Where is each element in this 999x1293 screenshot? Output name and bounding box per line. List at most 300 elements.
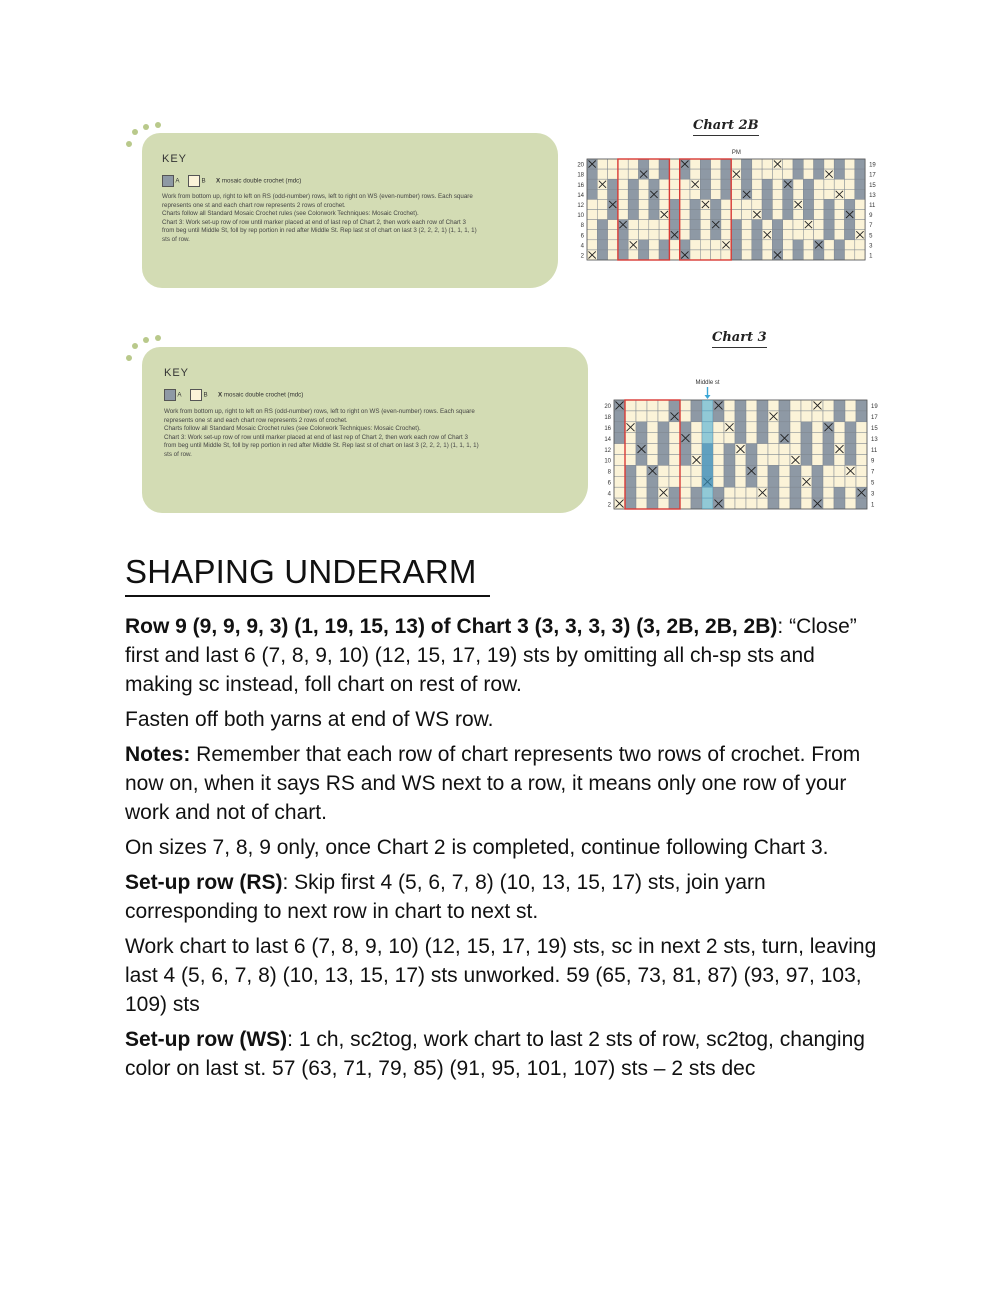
chart-cell: [639, 179, 649, 189]
paragraph-text: On sizes 7, 8, 9 only, once Chart 2 is completed, continue following Chart 3.: [125, 836, 829, 859]
chart-cell: [691, 444, 702, 455]
chart-cell: [669, 189, 679, 199]
chart-cell: [783, 250, 793, 260]
chart-cell: [779, 455, 790, 466]
heading-underline: [125, 595, 490, 597]
chart-cell: [752, 179, 762, 189]
chart-cell: [711, 169, 721, 179]
chart-cell: [742, 159, 752, 169]
chart-cell: [639, 189, 649, 199]
chart-cell: [659, 169, 669, 179]
chart-cell: [669, 455, 680, 466]
chart-cell: [772, 179, 782, 189]
chart-cell: [845, 433, 856, 444]
chart-cell: [812, 487, 823, 498]
chart-cell: [614, 455, 625, 466]
chart-cell: [628, 230, 638, 240]
chart-cell: [597, 189, 607, 199]
chart-cell: [834, 220, 844, 230]
chart-cell: [636, 422, 647, 433]
chart-cell: [669, 220, 679, 230]
chart-cell: [669, 179, 679, 189]
chart-cell: [801, 487, 812, 498]
chart-cell: [803, 230, 813, 240]
row-number: 6: [580, 233, 584, 240]
chart-cell: [772, 210, 782, 220]
chart-cell: [618, 169, 628, 179]
chart-cell: [845, 400, 856, 411]
chart-cell: [636, 476, 647, 487]
chart-cell: [618, 210, 628, 220]
middle-arrow-head: [705, 395, 711, 399]
color-b-swatch: [190, 389, 202, 401]
chart-cell: [618, 189, 628, 199]
chart-cell: [636, 487, 647, 498]
chart-cell: [597, 240, 607, 250]
chart-cell: [824, 230, 834, 240]
chart-cell: [793, 169, 803, 179]
chart-cell: [700, 179, 710, 189]
chart-cell: [724, 476, 735, 487]
x-symbol: X: [216, 177, 221, 185]
paragraph: [125, 833, 885, 862]
chart-3-title: [712, 330, 767, 345]
chart-cell: [731, 199, 741, 209]
chart-cell: [711, 199, 721, 209]
chart-cell: [614, 444, 625, 455]
chart-cell: [768, 400, 779, 411]
chart-cell: [713, 411, 724, 422]
chart-cell: [724, 498, 735, 509]
chart-cell: [628, 250, 638, 260]
chart-cell: [649, 250, 659, 260]
chart-cell: [608, 220, 618, 230]
chart-cell: [834, 210, 844, 220]
chart-cell: [814, 220, 824, 230]
chart-cell: [855, 199, 865, 209]
chart-cell: [690, 250, 700, 260]
chart-cell: [735, 476, 746, 487]
paragraph-bold: Row 9 (9, 9, 9, 3) (1, 19, 15, 13) of Chart 3 (3, 3, 3, 3) (3, 2B, 2B, 2B): [125, 615, 778, 638]
chart-cell: [752, 220, 762, 230]
chart-cell: [845, 411, 856, 422]
paragraph: [125, 705, 885, 734]
chart-cell: [783, 189, 793, 199]
chart-cell: [614, 476, 625, 487]
chart-cell: [731, 179, 741, 189]
chart-cell: [855, 250, 865, 260]
chart-cell: [587, 240, 597, 250]
chart-cell: [823, 465, 834, 476]
chart-cell: [814, 159, 824, 169]
chart-cell: [824, 220, 834, 230]
chart-cell: [649, 240, 659, 250]
chart-cell: [587, 199, 597, 209]
chart-cell: [768, 444, 779, 455]
chart-cell: [649, 199, 659, 209]
chart-cell: [680, 220, 690, 230]
chart-cell: [757, 498, 768, 509]
chart-cell: [845, 189, 855, 199]
row-number: 19: [869, 162, 876, 169]
chart-cell: [801, 433, 812, 444]
chart-cell: [659, 220, 669, 230]
chart-cell: [669, 250, 679, 260]
chart-cell: [855, 210, 865, 220]
chart-cell: [824, 189, 834, 199]
chart-cell: [608, 169, 618, 179]
paragraph-text: Remember that each row of chart represents two rows of crochet. From now on, when it says RS and WS next to a row, it means only one row of your work and not of chart.: [125, 743, 861, 824]
chart-cell: [735, 411, 746, 422]
chart-cell: [647, 455, 658, 466]
chart-cell: [762, 250, 772, 260]
chart-cell: [597, 159, 607, 169]
row-number: 10: [577, 213, 584, 220]
chart-cell: [659, 240, 669, 250]
chart-cell: [618, 199, 628, 209]
chart-cell: [639, 250, 649, 260]
chart-cell: [636, 433, 647, 444]
chart-cell: [783, 240, 793, 250]
chart-cell: [757, 455, 768, 466]
row-number: 18: [604, 415, 611, 422]
paragraph-bold: Notes:: [125, 743, 191, 766]
chart-cell: [669, 169, 679, 179]
chart-cell: [614, 422, 625, 433]
chart-cell: [731, 210, 741, 220]
chart-cell: [721, 169, 731, 179]
chart-cell: [783, 230, 793, 240]
chart-cell: [614, 487, 625, 498]
chart-cell: [752, 199, 762, 209]
chart-cell: [647, 400, 658, 411]
chart-cell: [772, 220, 782, 230]
chart-cell: [658, 476, 669, 487]
row-number: 19: [871, 404, 878, 411]
chart-cell: [659, 159, 669, 169]
chart-3: [590, 365, 890, 515]
chart-cell: [793, 159, 803, 169]
chart-cell: [762, 220, 772, 230]
chart-cell: [845, 487, 856, 498]
chart-cell: [793, 189, 803, 199]
chart-cell: [659, 199, 669, 209]
chart-cell: [735, 498, 746, 509]
chart-cell: [597, 210, 607, 220]
chart-cell: [690, 210, 700, 220]
chart-cell: [834, 230, 844, 240]
chart-cell: [845, 476, 856, 487]
chart-cell: [772, 199, 782, 209]
chart-cell: [845, 220, 855, 230]
chart-cell: [659, 250, 669, 260]
chart-cell: [772, 189, 782, 199]
chart-cell: [690, 230, 700, 240]
chart-cell: [649, 159, 659, 169]
chart-cell: [793, 240, 803, 250]
chart-cell: [680, 444, 691, 455]
chart-cell: [768, 465, 779, 476]
row-number: 20: [577, 162, 584, 169]
chart-cell: [768, 476, 779, 487]
paragraph: [125, 1025, 885, 1083]
chart-cell: [793, 250, 803, 260]
chart-cell: [783, 169, 793, 179]
key-legend: [164, 389, 303, 401]
chart-cell: [649, 230, 659, 240]
chart-cell: [845, 179, 855, 189]
chart-cell: [618, 240, 628, 250]
chart-cell: [757, 476, 768, 487]
chart-cell: [783, 199, 793, 209]
chart-cell: [658, 455, 669, 466]
chart-3-title-text: Chart 3: [712, 330, 767, 345]
chart-cell: [803, 199, 813, 209]
chart-cell: [639, 210, 649, 220]
chart-cell: [680, 422, 691, 433]
chart-cell: [724, 455, 735, 466]
chart-cell: [824, 240, 834, 250]
chart-cell: [691, 487, 702, 498]
chart-cell: [834, 169, 844, 179]
chart-cell: [812, 411, 823, 422]
chart-cell: [779, 444, 790, 455]
chart-cell: [812, 444, 823, 455]
chart-cell: [752, 169, 762, 179]
chart-cell: [856, 433, 867, 444]
chart-cell: [680, 487, 691, 498]
chart-cell: [713, 465, 724, 476]
chart-cell: [724, 444, 735, 455]
row-number: 9: [869, 213, 873, 220]
chart-cell: [855, 179, 865, 189]
chart-cell: [746, 411, 757, 422]
chart-cell: [731, 250, 741, 260]
chart-cell: [713, 487, 724, 498]
legend-a-label: A: [177, 391, 182, 399]
row-number: 8: [580, 223, 584, 230]
chart-cell: [628, 169, 638, 179]
chart-cell: [724, 433, 735, 444]
chart-cell: [618, 230, 628, 240]
chart-cell: [790, 476, 801, 487]
chart-cell: [814, 189, 824, 199]
chart-cell: [690, 159, 700, 169]
chart-cell: [779, 465, 790, 476]
chart-cell: [855, 240, 865, 250]
paragraph-bold: Set-up row (RS): [125, 871, 283, 894]
chart-cell: [845, 455, 856, 466]
chart-cell: [659, 230, 669, 240]
chart-cell: [779, 411, 790, 422]
chart-cell: [658, 422, 669, 433]
chart-cell: [746, 400, 757, 411]
chart-cell: [669, 476, 680, 487]
chart-cell: [768, 487, 779, 498]
chart-cell: [691, 498, 702, 509]
chart-cell: [721, 159, 731, 169]
row-number: 2: [607, 502, 611, 509]
chart-cell: [790, 498, 801, 509]
chart-cell: [772, 240, 782, 250]
chart-cell: [772, 230, 782, 240]
key-text-line: Charts follow all Standard Mosaic Crochet rules (see Colorwork Techniques: Mosaic Crochet).: [164, 425, 421, 433]
chart-cell: [713, 455, 724, 466]
chart-cell: [735, 400, 746, 411]
chart-cell: [762, 159, 772, 169]
chart-cell: [757, 465, 768, 476]
chart-cell: [669, 487, 680, 498]
chart-cell: [801, 498, 812, 509]
chart-cell: [779, 422, 790, 433]
chart-cell: [700, 240, 710, 250]
chart-cell: [690, 189, 700, 199]
chart-cell: [793, 230, 803, 240]
chart-cell: [793, 179, 803, 189]
chart-cell: [746, 433, 757, 444]
chart-cell: [669, 210, 679, 220]
row-number: 4: [607, 491, 611, 498]
chart-cell: [625, 444, 636, 455]
chart-cell: [856, 400, 867, 411]
chart-cell: [669, 465, 680, 476]
chart-cell: [721, 230, 731, 240]
chart-cell: [856, 455, 867, 466]
chart-cell: [659, 179, 669, 189]
chart-cell: [639, 220, 649, 230]
chart-cell: [618, 250, 628, 260]
chart-cell: [812, 476, 823, 487]
chart-cell: [801, 465, 812, 476]
key-text-line: Work from bottom up, right to left on RS (odd-number) rows, left to right on WS (even-number) rows. Each square: [164, 408, 475, 415]
chart-cell: [597, 250, 607, 260]
paragraph: [125, 612, 885, 699]
chart-cell: [680, 240, 690, 250]
chart-cell: [845, 159, 855, 169]
chart-cell: [618, 179, 628, 189]
key-text-line: from beg until Middle St, foll by rep portion in red after Middle St. Rep last st of chart on last 3 (2, 2, 2, 1) (1, 1, 1, 1): [164, 442, 479, 450]
chart-cell: [636, 498, 647, 509]
chart-cell: [824, 179, 834, 189]
chart-cell: [731, 189, 741, 199]
chart-cell: [628, 199, 638, 209]
chart-cell: [690, 169, 700, 179]
chart-cell: [608, 240, 618, 250]
color-a-swatch: [164, 389, 176, 401]
paragraph-text: : “Close” first and last 6 (7, 8, 9, 10) (12, 15, 17, 19) sts by omitting all ch-sp sts and making sc instead, foll chart on rest of row.: [125, 615, 857, 696]
chart-cell: [856, 411, 867, 422]
chart-cell: [691, 433, 702, 444]
chart-cell: [856, 444, 867, 455]
chart-cell: [628, 210, 638, 220]
chart-cell: [834, 422, 845, 433]
chart-cell: [742, 199, 752, 209]
chart-cell: [834, 179, 844, 189]
chart-cell: [669, 433, 680, 444]
chart-cell: [608, 250, 618, 260]
chart-cell: [669, 400, 680, 411]
legend-x-label: mosaic double crochet (mdc): [221, 177, 302, 185]
chart-cell: [658, 400, 669, 411]
chart-cell: [746, 498, 757, 509]
chart-cell: [823, 476, 834, 487]
chart-cell: [713, 476, 724, 487]
key-text-line: Chart 3: Work set-up row of row until marker placed at end of last rep of Chart 2, then work each row of Chart 3: [164, 433, 468, 441]
row-number: 9: [871, 458, 875, 465]
chart-cell: [823, 498, 834, 509]
row-number: 16: [577, 182, 584, 189]
chart-cell: [746, 476, 757, 487]
chart-cell: [762, 210, 772, 220]
chart-cell: [752, 250, 762, 260]
chart-cell: [768, 422, 779, 433]
chart-cell: [680, 476, 691, 487]
chart-cell: [690, 199, 700, 209]
chart-cell: [834, 465, 845, 476]
chart-cell: [762, 240, 772, 250]
chart-cell: [823, 411, 834, 422]
chart-cell: [659, 189, 669, 199]
row-number: 20: [604, 404, 611, 411]
chart-cell: [700, 189, 710, 199]
chart-cell: [680, 498, 691, 509]
chart-cell: [721, 189, 731, 199]
chart-cell: [713, 433, 724, 444]
row-number: 18: [577, 172, 584, 179]
chart-cell: [768, 433, 779, 444]
chart-cell: [647, 444, 658, 455]
chart-cell: [834, 476, 845, 487]
chart-cell: [856, 422, 867, 433]
chart-cell: [757, 444, 768, 455]
paragraph-text: : 1 ch, sc2tog, work chart to last 2 sts of row, sc2tog, changing color on last st. 57 (63, 71, 79, 85) (91, 95, 101, 107) sts – 2 sts dec: [125, 1028, 865, 1080]
middle-stitch-column: [702, 400, 713, 509]
chart-cell: [711, 159, 721, 169]
chart-cell: [855, 220, 865, 230]
chart-cell: [762, 179, 772, 189]
chart-cell: [790, 487, 801, 498]
row-number: 7: [869, 223, 873, 230]
chart-cell: [711, 250, 721, 260]
key-text-line: Work from bottom up, right to left on RS (odd-number) rows, left to right on WS (even-number) rows. Each square: [162, 193, 473, 200]
chart-cell: [636, 465, 647, 476]
key-text-line: represents one st and each chart row represents 2 rows of crochet.: [164, 416, 348, 424]
chart-cell: [724, 487, 735, 498]
chart-cell: [587, 189, 597, 199]
chart-cell: [803, 169, 813, 179]
chart-cell: [801, 411, 812, 422]
chart-cell: [597, 199, 607, 209]
row-number: 1: [871, 502, 875, 509]
chart-cell: [812, 455, 823, 466]
chart-cell: [587, 230, 597, 240]
chart-cell: [625, 498, 636, 509]
legend-a-label: A: [175, 177, 180, 185]
chart-cell: [625, 455, 636, 466]
chart-cell: [855, 159, 865, 169]
chart-cell: [834, 433, 845, 444]
chart-cell: [793, 220, 803, 230]
chart-cell: [742, 169, 752, 179]
row-number: 2: [580, 253, 584, 260]
chart-cell: [669, 444, 680, 455]
chart-cell: [823, 400, 834, 411]
chart-cell: [757, 433, 768, 444]
chart-cell: [823, 455, 834, 466]
chart-cell: [834, 455, 845, 466]
chart-cell: [614, 465, 625, 476]
row-number: 11: [871, 447, 878, 454]
